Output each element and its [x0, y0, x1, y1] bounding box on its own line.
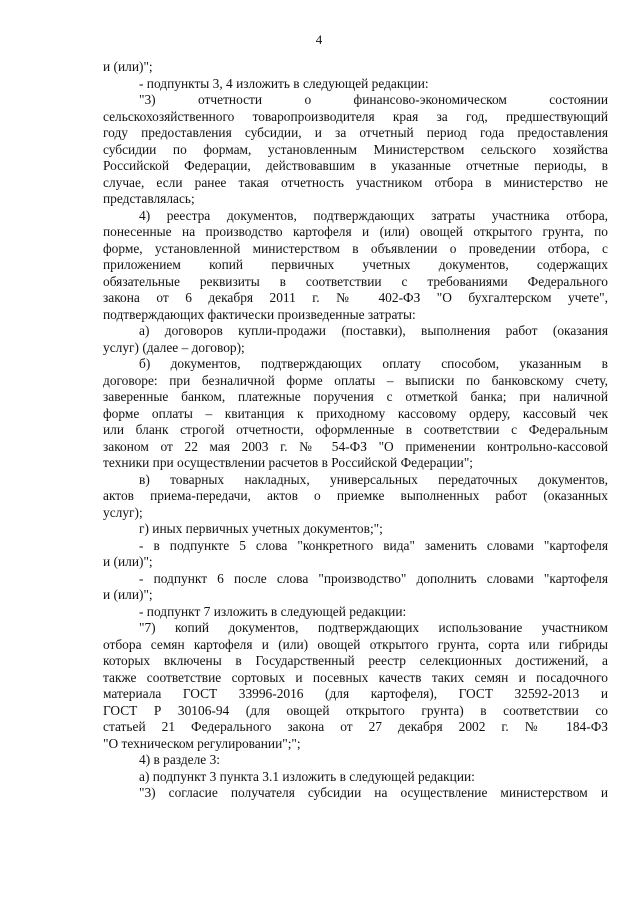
text-line: "3) согласие получателя субсидии на осуществление министерством и	[139, 785, 608, 800]
text-line: "О техническом регулировании";";	[103, 735, 301, 751]
text-line: "3) отчетности о финансово-экономическом состоянии	[139, 92, 608, 107]
text-line: Российской Федерации, действовавшим в указанные отчетные периоды, в	[103, 158, 608, 173]
text-line: году предоставления субсидии, и за отчетный период года предоставления	[103, 125, 608, 140]
text-line: понесенные на производство картофеля и (или) овощей открытого грунта, по	[103, 224, 608, 239]
text-line: и (или)";	[103, 587, 153, 602]
text-line: услуг) (далее – договор);	[103, 339, 245, 355]
text-line: б) документов, подтверждающих оплату способом, указанным в	[139, 356, 608, 371]
text-line: подтверждающих фактически произведенные затраты:	[103, 306, 416, 322]
text-line: актов приема-передачи, актов о приемке выполненных работ (оказанных	[103, 488, 608, 503]
text-line: - в подпункте 5 слова "конкретного вида" заменить словами "картофеля	[139, 537, 608, 553]
text-line: закона от 6 декабря 2011 г. № 402-ФЗ "О бухгалтерском учете",	[103, 290, 608, 305]
text-line: форме оплаты – квитанция к приходному кассовому ордеру, кассовый чек	[103, 405, 608, 421]
text-line: отбора семян картофеля и (или) овощей открытого грунта, сорта или гибриды	[103, 636, 608, 652]
text-line: заверенные банком, платежные поручения с отметкой банка; при наличной	[103, 389, 608, 404]
text-line: сельскохозяйственного товаропроизводителя края за год, предшествующий	[103, 108, 608, 124]
text-line: а) подпункт 3 пункта 3.1 изложить в следующей редакции:	[139, 768, 475, 784]
text-line: в) товарных накладных, универсальных передаточных документов,	[139, 471, 608, 487]
text-line: - подпункты 3, 4 изложить в следующей редакции:	[139, 75, 429, 91]
text-line: статьей 21 Федерального закона от 27 декабря 2002 г. № 184-ФЗ	[103, 719, 608, 734]
text-line: ГОСТ Р 30106-94 (для овощей открытого грунта) в соответствии со	[103, 702, 608, 718]
text-line: 4) в разделе 3:	[139, 752, 221, 767]
text-line: или бланк строгой отчетности, оформленные в соответствии с Федеральным	[103, 422, 608, 437]
text-line: также соответствие сортовых и посевных качеств таких семян и посадочного	[103, 669, 608, 685]
text-line: услуг);	[103, 504, 143, 520]
text-line: договоре: при безналичной форме оплаты – выписки по банковскому счету,	[103, 372, 608, 388]
text-line: "7) копий документов, подтверждающих использование участником	[139, 620, 608, 635]
text-line: и (или)";	[103, 59, 153, 74]
body-text	[103, 59, 608, 802]
text-line: и (или)";	[103, 554, 153, 569]
text-line: 4) реестра документов, подтверждающих затраты участника отбора,	[139, 207, 608, 223]
text-line: - подпункт 6 после слова "производство" дополнить словами "картофеля	[139, 570, 608, 586]
text-line: техники при осуществлении расчетов в Российской Федерации";	[103, 455, 474, 470]
text-line: представлялась;	[103, 191, 195, 206]
text-line: которых включены в Государственный реестр селекционных достижений, а	[103, 653, 608, 668]
text-line: - подпункт 7 изложить в следующей редакции:	[139, 603, 407, 619]
text-line: обязательные реквизиты в соответствии с требованиями Федерального	[103, 273, 608, 289]
text-line: а) договоров купли-продажи (поставки), выполнения работ (оказания	[139, 323, 608, 338]
text-line: приложением копий первичных учетных документов, содержащих	[103, 257, 608, 272]
page-number: 4	[315, 32, 323, 47]
text-line: форме, установленной министерством в объявлении о проведении отбора, с	[103, 240, 608, 256]
text-line: г) иных первичных учетных документов;";	[139, 521, 383, 536]
text-line: материала ГОСТ 33996-2016 (для картофеля), ГОСТ 32592-2013 и	[103, 686, 608, 701]
text-line: законом от 22 мая 2003 г. № 54-ФЗ "О применении контрольно-кассовой	[103, 438, 608, 454]
text-line: случае, если ранее такая отчетность участником отбора в министерство не	[103, 174, 608, 190]
text-line: субсидии по формам, установленным Министерством сельского хозяйства	[103, 141, 608, 157]
